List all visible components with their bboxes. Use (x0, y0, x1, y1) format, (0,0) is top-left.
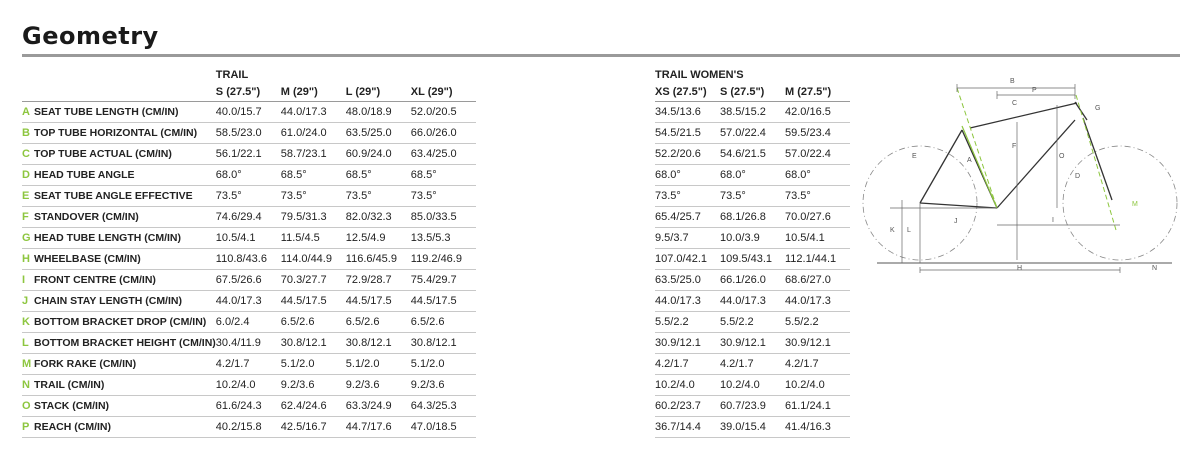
diagram-label-i: I (1052, 217, 1054, 224)
table-cell: 66.0/26.0 (411, 123, 476, 144)
table-cell: 116.6/45.9 (346, 249, 411, 270)
table-cell: 6.5/2.6 (411, 312, 476, 333)
table-row (655, 144, 850, 165)
diagram-label-b: B (1010, 78, 1015, 85)
table-cell: 44.0/17.3 (655, 291, 720, 312)
table-row (655, 186, 850, 207)
diagram-label-d: D (1075, 173, 1081, 180)
table-cell: 67.5/26.6 (216, 270, 281, 291)
row-letter: I (22, 270, 34, 291)
table-row (22, 207, 476, 228)
row-label: FORK RAKE (CM/IN) (34, 354, 216, 375)
diagram-label-p: P (1032, 87, 1037, 94)
table-cell: 4.2/1.7 (785, 354, 850, 375)
table-cell: 74.6/29.4 (216, 207, 281, 228)
row-letter: J (22, 291, 34, 312)
table-cell: 73.5° (281, 186, 346, 207)
table-cell: 57.0/22.4 (720, 123, 785, 144)
trail-size-header: L (29") (346, 83, 411, 102)
table-cell: 6.5/2.6 (281, 312, 346, 333)
table-cell: 52.0/20.5 (411, 102, 476, 123)
table-row (22, 312, 476, 333)
table-cell: 59.5/23.4 (785, 123, 850, 144)
table-row (655, 249, 850, 270)
table-cell: 73.5° (411, 186, 476, 207)
table-cell: 30.4/11.9 (216, 333, 281, 354)
table-cell: 6.5/2.6 (346, 312, 411, 333)
row-label: WHEELBASE (CM/IN) (34, 249, 216, 270)
table-cell: 73.5° (346, 186, 411, 207)
row-letter: B (22, 123, 34, 144)
table-row (655, 228, 850, 249)
table-row (22, 417, 476, 438)
table-cell: 60.2/23.7 (655, 396, 720, 417)
table-row (655, 270, 850, 291)
page-title: Geometry (22, 22, 159, 50)
row-label: SEAT TUBE LENGTH (CM/IN) (34, 102, 216, 123)
table-cell: 62.4/24.6 (281, 396, 346, 417)
table-cell: 9.2/3.6 (346, 375, 411, 396)
table-cell: 73.5° (655, 186, 720, 207)
table-cell: 5.1/2.0 (411, 354, 476, 375)
table-cell: 75.4/29.7 (411, 270, 476, 291)
table-cell: 56.1/22.1 (216, 144, 281, 165)
table-cell: 40.2/15.8 (216, 417, 281, 438)
table-cell: 63.5/25.0 (655, 270, 720, 291)
table-row (655, 165, 850, 186)
table-cell: 4.2/1.7 (216, 354, 281, 375)
bike-geometry-diagram (862, 60, 1182, 285)
row-letter: F (22, 207, 34, 228)
table-cell: 68.5° (411, 165, 476, 186)
diagram-label-n: N (1152, 265, 1158, 272)
table-cell: 68.5° (346, 165, 411, 186)
table-cell: 5.1/2.0 (281, 354, 346, 375)
table-row (22, 123, 476, 144)
table-cell: 63.4/25.0 (411, 144, 476, 165)
table-cell: 10.2/4.0 (785, 375, 850, 396)
diagram-label-c: C (1012, 100, 1018, 107)
table-row (655, 354, 850, 375)
table-row (655, 312, 850, 333)
table-cell: 44.0/17.3 (281, 102, 346, 123)
table-cell: 57.0/22.4 (785, 144, 850, 165)
steering-axis (1076, 95, 1116, 230)
trail-womens-group-header: TRAIL WOMEN'S (655, 69, 744, 81)
table-cell: 30.8/12.1 (281, 333, 346, 354)
row-letter: M (22, 354, 34, 375)
seat-axis (957, 88, 997, 208)
row-label: FRONT CENTRE (CM/IN) (34, 270, 216, 291)
row-letter: G (22, 228, 34, 249)
row-label: HEAD TUBE ANGLE (34, 165, 216, 186)
row-label: TOP TUBE ACTUAL (CM/IN) (34, 144, 216, 165)
table-cell: 40.0/15.7 (216, 102, 281, 123)
diagram-label-j: J (954, 218, 958, 225)
diagram-label-e: E (912, 153, 917, 160)
row-letter: D (22, 165, 34, 186)
table-cell: 68.5° (281, 165, 346, 186)
table-cell: 63.3/24.9 (346, 396, 411, 417)
table-row (655, 396, 850, 417)
table-cell: 68.0° (655, 165, 720, 186)
front-wheel (1063, 146, 1177, 260)
table-cell: 44.5/17.5 (346, 291, 411, 312)
table-cell: 72.9/28.7 (346, 270, 411, 291)
table-row (22, 396, 476, 417)
row-letter: E (22, 186, 34, 207)
table-cell: 44.0/17.3 (720, 291, 785, 312)
table-row (22, 144, 476, 165)
table-cell: 54.5/21.5 (655, 123, 720, 144)
table-cell: 48.0/18.9 (346, 102, 411, 123)
row-letter: H (22, 249, 34, 270)
table-cell: 110.8/43.6 (216, 249, 281, 270)
row-label: BOTTOM BRACKET HEIGHT (CM/IN) (34, 333, 216, 354)
table-cell: 58.5/23.0 (216, 123, 281, 144)
table-cell: 10.2/4.0 (720, 375, 785, 396)
diagram-label-g: G (1095, 105, 1101, 112)
table-cell: 68.1/26.8 (720, 207, 785, 228)
table-cell: 5.1/2.0 (346, 354, 411, 375)
table-cell: 9.5/3.7 (655, 228, 720, 249)
diagram-labels (890, 78, 1157, 272)
trail-geometry-table (22, 67, 476, 438)
table-cell: 44.0/17.3 (216, 291, 281, 312)
table-cell: 60.9/24.0 (346, 144, 411, 165)
table-cell: 38.5/15.2 (720, 102, 785, 123)
diagram-label-f: F (1012, 143, 1017, 150)
table-cell: 4.2/1.7 (655, 354, 720, 375)
table-cell: 112.1/44.1 (785, 249, 850, 270)
table-cell: 30.9/12.1 (720, 333, 785, 354)
table-row (22, 291, 476, 312)
table-cell: 30.9/12.1 (655, 333, 720, 354)
diagram-label-h: H (1017, 265, 1023, 272)
table-cell: 68.0° (785, 165, 850, 186)
measurement-lines (890, 84, 1150, 273)
row-label: TOP TUBE HORIZONTAL (CM/IN) (34, 123, 216, 144)
table-cell: 63.5/25.0 (346, 123, 411, 144)
row-letter: C (22, 144, 34, 165)
table-cell: 85.0/33.5 (411, 207, 476, 228)
table-cell: 4.2/1.7 (720, 354, 785, 375)
table-cell: 44.0/17.3 (785, 291, 850, 312)
table-cell: 61.0/24.0 (281, 123, 346, 144)
table-cell: 5.5/2.2 (720, 312, 785, 333)
table-cell: 10.5/4.1 (216, 228, 281, 249)
trail-womens-size-header-row (655, 83, 850, 102)
trail-womens-geometry-table (655, 67, 850, 438)
table-cell: 109.5/43.1 (720, 249, 785, 270)
table-cell: 58.7/23.1 (281, 144, 346, 165)
table-cell: 73.5° (216, 186, 281, 207)
diagram-label-k: K (890, 227, 895, 234)
table-cell: 60.7/23.9 (720, 396, 785, 417)
table-cell: 47.0/18.5 (411, 417, 476, 438)
trail-size-header: XL (29") (411, 83, 476, 102)
table-row (22, 249, 476, 270)
row-letter: L (22, 333, 34, 354)
table-cell: 30.8/12.1 (346, 333, 411, 354)
table-cell: 41.4/16.3 (785, 417, 850, 438)
table-cell: 34.5/13.6 (655, 102, 720, 123)
row-label: BOTTOM BRACKET DROP (CM/IN) (34, 312, 216, 333)
table-cell: 66.1/26.0 (720, 270, 785, 291)
table-cell: 114.0/44.9 (281, 249, 346, 270)
table-row (22, 270, 476, 291)
table-cell: 36.7/14.4 (655, 417, 720, 438)
seat-tube-highlight (962, 126, 997, 208)
table-cell: 68.0° (720, 165, 785, 186)
diagram-label-a: A (967, 157, 972, 164)
table-cell: 70.0/27.6 (785, 207, 850, 228)
table-cell: 107.0/42.1 (655, 249, 720, 270)
row-letter: P (22, 417, 34, 438)
row-letter: O (22, 396, 34, 417)
table-row (655, 417, 850, 438)
row-label: HEAD TUBE LENGTH (CM/IN) (34, 228, 216, 249)
table-row (22, 228, 476, 249)
row-label: REACH (CM/IN) (34, 417, 216, 438)
table-cell: 119.2/46.9 (411, 249, 476, 270)
diagram-label-m: M (1132, 201, 1138, 208)
table-row (22, 186, 476, 207)
trail-group-header: TRAIL (215, 69, 249, 81)
row-label: TRAIL (CM/IN) (34, 375, 216, 396)
table-cell: 42.5/16.7 (281, 417, 346, 438)
table-row (655, 333, 850, 354)
table-row (22, 354, 476, 375)
table-cell: 54.6/21.5 (720, 144, 785, 165)
table-cell: 79.5/31.3 (281, 207, 346, 228)
diagram-label-o: O (1059, 153, 1065, 160)
table-cell: 44.7/17.6 (346, 417, 411, 438)
table-cell: 73.5° (720, 186, 785, 207)
table-cell: 5.5/2.2 (655, 312, 720, 333)
table-cell: 10.0/3.9 (720, 228, 785, 249)
trail-size-header: S (27.5") (216, 83, 281, 102)
table-row (655, 207, 850, 228)
table-cell: 10.2/4.0 (216, 375, 281, 396)
diagram-label-l: L (907, 227, 911, 234)
trail-size-header: M (29") (281, 83, 346, 102)
table-cell: 6.0/2.4 (216, 312, 281, 333)
table-row (655, 102, 850, 123)
row-letter: A (22, 102, 34, 123)
table-cell: 65.4/25.7 (655, 207, 720, 228)
table-row (22, 102, 476, 123)
table-cell: 12.5/4.9 (346, 228, 411, 249)
table-cell: 11.5/4.5 (281, 228, 346, 249)
trail-womens-size-header: M (27.5") (785, 83, 850, 102)
row-label: CHAIN STAY LENGTH (CM/IN) (34, 291, 216, 312)
table-cell: 61.1/24.1 (785, 396, 850, 417)
table-cell: 64.3/25.3 (411, 396, 476, 417)
row-label: STACK (CM/IN) (34, 396, 216, 417)
table-cell: 9.2/3.6 (281, 375, 346, 396)
table-cell: 82.0/32.3 (346, 207, 411, 228)
trail-size-header-row (22, 83, 476, 102)
row-label: SEAT TUBE ANGLE EFFECTIVE (34, 186, 216, 207)
table-cell: 30.9/12.1 (785, 333, 850, 354)
table-cell: 39.0/15.4 (720, 417, 785, 438)
table-cell: 52.2/20.6 (655, 144, 720, 165)
table-cell: 68.0° (216, 165, 281, 186)
table-cell: 73.5° (785, 186, 850, 207)
table-row (655, 375, 850, 396)
table-cell: 30.8/12.1 (411, 333, 476, 354)
table-cell: 42.0/16.5 (785, 102, 850, 123)
trail-womens-size-header: S (27.5") (720, 83, 785, 102)
row-label: STANDOVER (CM/IN) (34, 207, 216, 228)
table-row (22, 165, 476, 186)
table-row (655, 123, 850, 144)
title-divider (22, 54, 1180, 57)
table-cell: 44.5/17.5 (411, 291, 476, 312)
trail-womens-size-header: XS (27.5") (655, 83, 720, 102)
table-cell: 9.2/3.6 (411, 375, 476, 396)
table-cell: 5.5/2.2 (785, 312, 850, 333)
table-row (22, 375, 476, 396)
table-cell: 68.6/27.0 (785, 270, 850, 291)
row-letter: N (22, 375, 34, 396)
table-cell: 10.5/4.1 (785, 228, 850, 249)
table-cell: 13.5/5.3 (411, 228, 476, 249)
table-row (22, 333, 476, 354)
table-cell: 70.3/27.7 (281, 270, 346, 291)
row-letter: K (22, 312, 34, 333)
table-cell: 44.5/17.5 (281, 291, 346, 312)
table-row (655, 291, 850, 312)
table-cell: 10.2/4.0 (655, 375, 720, 396)
table-cell: 61.6/24.3 (216, 396, 281, 417)
